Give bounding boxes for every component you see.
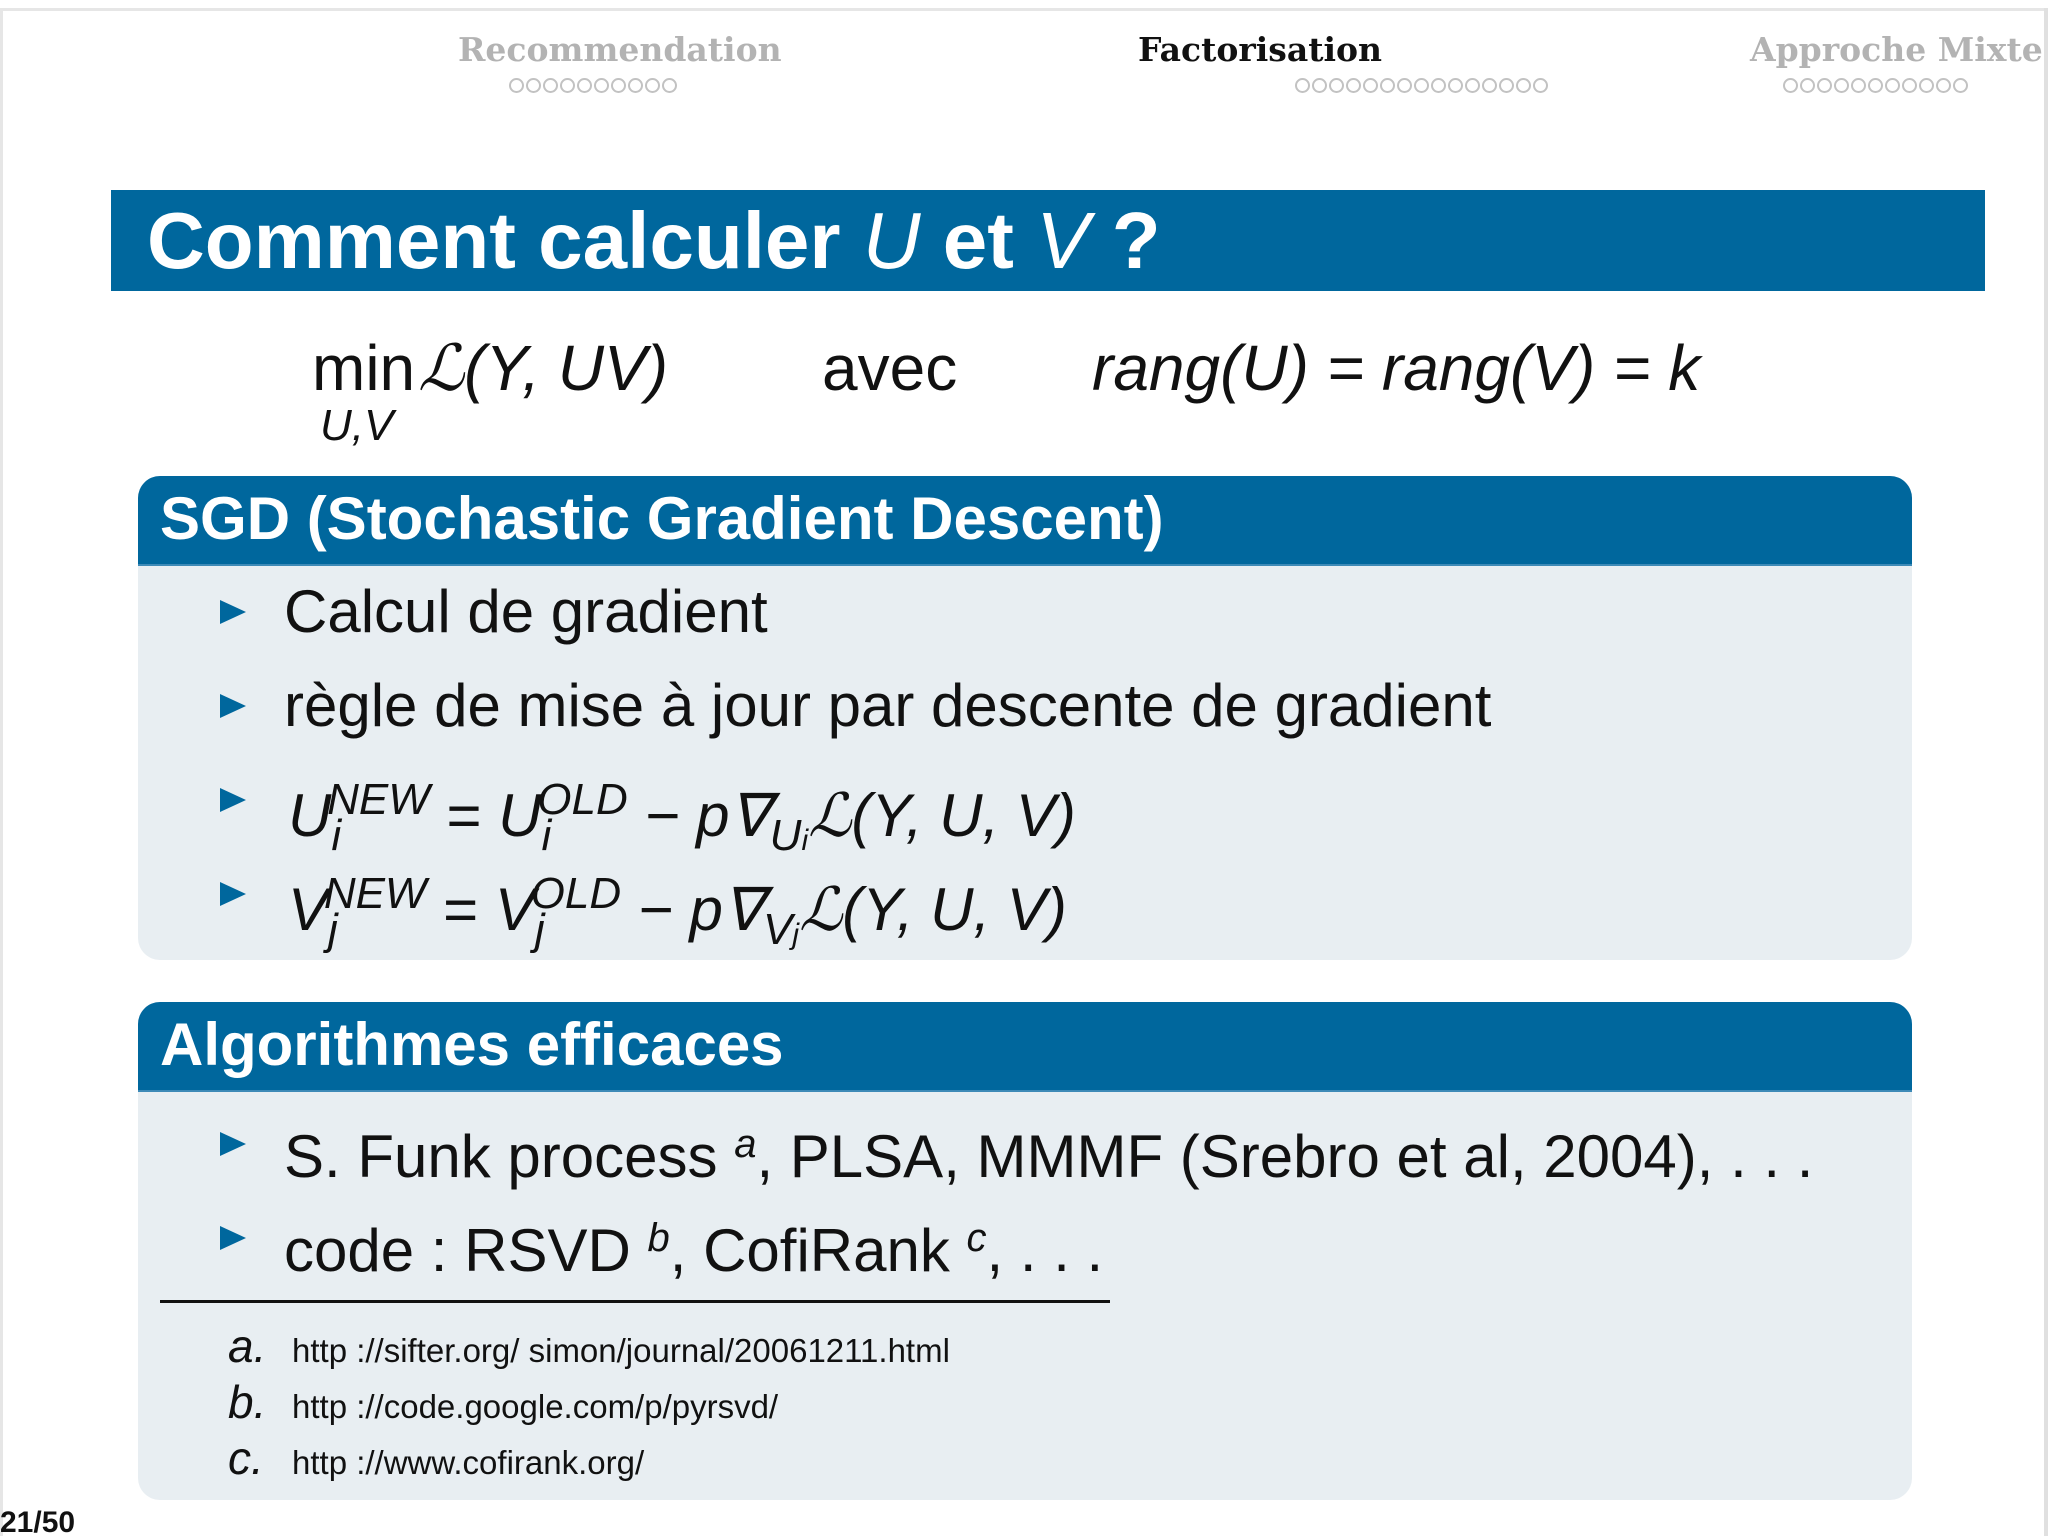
update-v-old: OLD — [530, 869, 622, 918]
update-v-var-old: V — [494, 876, 535, 943]
objective-loss — [418, 328, 668, 408]
nav-dot[interactable] — [1834, 78, 1849, 93]
nav-dot[interactable] — [1397, 78, 1412, 93]
nav-section-factorisation[interactable] — [1138, 30, 1383, 93]
update-u-loss: ℒ(Y, U, V) — [808, 782, 1076, 849]
avec-word: avec — [822, 332, 958, 404]
constraint-expression: rang(U) = rang(V) = k — [1092, 332, 1701, 404]
footnote-label: c. — [228, 1432, 264, 1484]
footnote-label: a. — [228, 1320, 267, 1372]
nav-label: Recommendation — [458, 30, 782, 69]
min-subscript: U,V — [320, 401, 394, 450]
update-u-var-old: U — [498, 782, 542, 849]
nav-dot[interactable] — [1817, 78, 1832, 93]
nav-dot[interactable] — [560, 78, 575, 93]
title-var-u: U — [862, 196, 921, 285]
update-v-new: NEW — [323, 869, 427, 918]
update-v-sub: j — [328, 905, 338, 954]
frame-left-border — [0, 8, 3, 1536]
algo-item2-rest: , . . . — [986, 1217, 1104, 1284]
nav-dot[interactable] — [543, 78, 558, 93]
loss-expression: ℒ(Y, UV) — [418, 332, 668, 404]
update-u-old: OLD — [537, 775, 628, 824]
frame-top-border — [0, 8, 2048, 11]
update-u-grad-sub-i: i — [801, 824, 809, 857]
nav-dot[interactable] — [577, 78, 592, 93]
page-number: 21/50 — [0, 1506, 76, 1539]
nav-dot[interactable] — [1329, 78, 1344, 93]
update-u-grad-sub: U — [769, 811, 802, 860]
sgd-block — [138, 476, 1912, 960]
update-u-new: NEW — [327, 775, 430, 824]
min-operator: min — [312, 332, 416, 404]
nav-dot[interactable] — [662, 78, 677, 93]
nav-dot[interactable] — [1499, 78, 1514, 93]
update-v-loss: ℒ(Y, U, V) — [799, 876, 1067, 943]
nav-dot[interactable] — [1800, 78, 1815, 93]
nav-dot[interactable] — [1783, 78, 1798, 93]
rank-constraint — [1092, 328, 1700, 408]
update-u-sub-old: i — [541, 811, 552, 860]
algorithms-block-title: Algorithmes efficaces — [138, 1002, 1912, 1092]
slide-title-bar — [111, 190, 1985, 291]
title-mid: et — [920, 196, 1037, 285]
bullet-icon — [220, 882, 246, 906]
frame-right-border — [2044, 8, 2048, 1536]
sgd-item-gradient: Calcul de gradient — [284, 578, 768, 645]
nav-dot[interactable] — [1902, 78, 1917, 93]
nav-dot[interactable] — [1936, 78, 1951, 93]
sgd-update-v: $V_j^{NEW} = V_j^{OLD}$ − $p\nabla_{Vj}ℒ(Y$, U, V) — [288, 869, 1067, 954]
title-suffix: ? — [1089, 196, 1161, 285]
update-u-sub: i — [331, 811, 342, 860]
algo-item-code — [284, 1203, 1103, 1286]
nav-dot[interactable] — [594, 78, 609, 93]
nav-dot[interactable] — [1868, 78, 1883, 93]
nav-dot[interactable] — [1363, 78, 1378, 93]
update-v-var: V — [288, 876, 329, 943]
nav-dot[interactable] — [509, 78, 524, 93]
update-v-grad-sub-j: j — [792, 918, 800, 951]
algo-item-funk — [284, 1109, 1813, 1192]
nav-section-approche-mixte[interactable] — [1750, 30, 2043, 93]
nav-dot[interactable] — [1295, 78, 1310, 93]
algo-item1-rest: , PLSA, MMMF (Srebro et al, 2004), . . . — [756, 1123, 1814, 1190]
objective-min — [312, 328, 416, 450]
update-u-op: − p∇ — [627, 782, 770, 849]
nav-dots — [1256, 78, 1586, 93]
nav-label: Factorisation — [1138, 30, 1383, 69]
update-v-sub-old: j — [534, 905, 545, 954]
footnote-mark-b[interactable]: b — [647, 1216, 670, 1260]
slide-title — [147, 190, 1161, 291]
bullet-icon — [220, 1132, 246, 1156]
nav-dot[interactable] — [645, 78, 660, 93]
bullet-icon — [220, 694, 246, 718]
nav-dot[interactable] — [526, 78, 541, 93]
bullet-icon — [220, 1226, 246, 1250]
nav-dot[interactable] — [1465, 78, 1480, 93]
footnote-mark-a[interactable]: a — [734, 1122, 757, 1166]
footnote-a — [228, 1320, 950, 1373]
nav-dot[interactable] — [1482, 78, 1497, 93]
title-prefix: Comment calculer — [147, 196, 863, 285]
nav-dot[interactable] — [611, 78, 626, 93]
nav-dot[interactable] — [1516, 78, 1531, 93]
nav-dot[interactable] — [1885, 78, 1900, 93]
footnote-url[interactable]: http ://sifter.org/ simon/journal/20061211.html — [292, 1332, 950, 1369]
update-v-grad-sub: V — [763, 905, 793, 954]
footnote-url[interactable]: http ://www.cofirank.org/ — [292, 1444, 645, 1481]
footnote-mark-c[interactable]: c — [966, 1216, 987, 1260]
nav-dots — [458, 78, 728, 93]
footnote-rule — [160, 1300, 1110, 1303]
algorithms-block — [138, 1002, 1912, 1500]
update-v-op: − p∇ — [621, 876, 764, 943]
footnote-c — [228, 1432, 645, 1485]
nav-dot[interactable] — [1431, 78, 1446, 93]
bullet-icon — [220, 600, 246, 624]
nav-label: Approche Mixte — [1750, 30, 2043, 69]
nav-dot[interactable] — [1953, 78, 1968, 93]
nav-dot[interactable] — [1380, 78, 1395, 93]
nav-section-recommendation[interactable] — [458, 30, 782, 93]
nav-dot[interactable] — [1448, 78, 1463, 93]
nav-dot[interactable] — [1851, 78, 1866, 93]
title-var-v: V — [1036, 196, 1090, 285]
update-u-var: U — [288, 782, 332, 849]
bullet-icon — [220, 788, 246, 812]
nav-dot[interactable] — [1312, 78, 1327, 93]
algo-item1-text: S. Funk process — [284, 1123, 735, 1190]
nav-dots — [1750, 78, 2000, 93]
footnote-label: b. — [228, 1376, 267, 1428]
nav-dot[interactable] — [628, 78, 643, 93]
sgd-block-title: SGD (Stochastic Gradient Descent) — [138, 476, 1912, 566]
nav-dot[interactable] — [1533, 78, 1548, 93]
sgd-update-u: $U_i^{NEW} = U_i^{OLD}$ − $p\nabla_{Ui}ℒ(Y$, U, V) — [288, 775, 1076, 860]
nav-dot[interactable] — [1414, 78, 1429, 93]
nav-dot[interactable] — [1346, 78, 1361, 93]
nav-dot[interactable] — [1919, 78, 1934, 93]
footnote-url[interactable]: http ://code.google.com/p/pyrsvd/ — [292, 1388, 779, 1425]
algo-item2-mid: , CofiRank — [669, 1217, 967, 1284]
algo-item2-text: code : RSVD — [284, 1217, 648, 1284]
footnote-b — [228, 1376, 779, 1429]
sgd-item-update-rule: règle de mise à jour par descente de gradient — [284, 672, 1492, 739]
